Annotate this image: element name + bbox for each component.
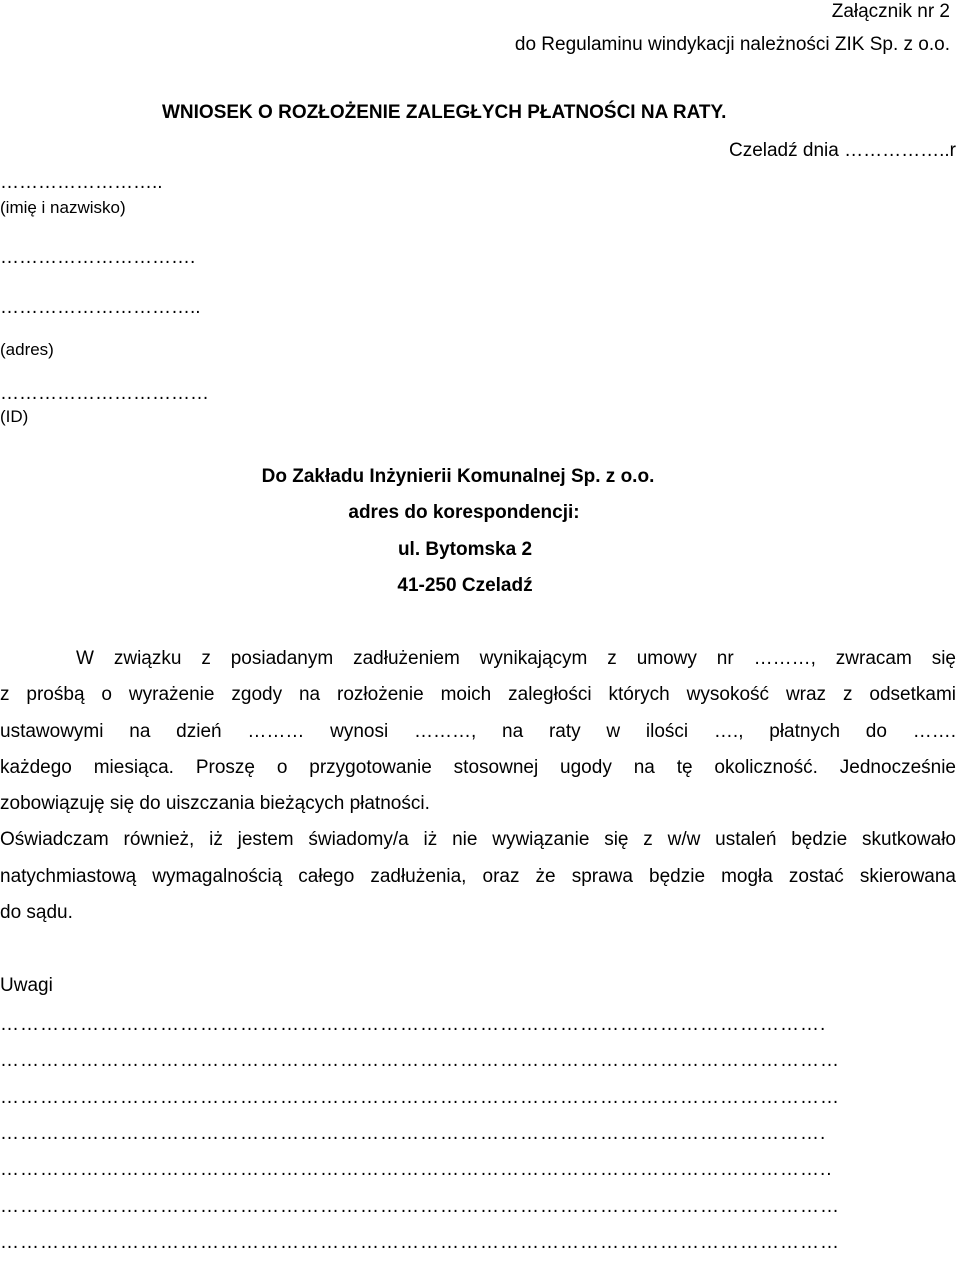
remarks-line-6: ……………………………………………………………………………………………………………… [0,1197,840,1216]
remarks-line-5: …………………………………………………………………………………………………………….. [0,1160,833,1179]
id-field-line: …………………………… [0,383,209,404]
body-line-8: do sądu. [0,902,73,923]
remarks-line-1: ……………………………………………………………………………………………………………. [0,1015,827,1034]
body-line-2: z prośbą o wyrażenie zgody na rozłożenie moich zaległości których wysokość wraz z odsetkami [0,684,956,705]
recipient-street: ul. Bytomska 2 [397,539,533,560]
address-label: (adres) [0,340,54,359]
remarks-line-2: ……………………………………………………………………………………………………………… [0,1051,840,1070]
address-field-line-1: …………………………. [0,247,196,268]
place-date: Czeladź dnia ……………..r [728,140,956,161]
recipient-correspondence-label: adres do korespondencji: [348,502,580,523]
body-line-6: Oświadczam również, iż jestem świadomy/a iż nie wywiązanie się z w/w ustaleń będzie skutkowało [0,829,956,850]
body-line-7: natychmiastową wymagalnością całego zadłużenia, oraz że sprawa będzie mogła zostać skierowana [0,866,956,887]
body-line-5: zobowiązuję się do uiszczania bieżących płatności. [0,793,430,814]
remarks-line-4: ……………………………………………………………………………………………………………. [0,1124,827,1143]
body-line-1: W związku z posiadanym zadłużeniem wynikającym z umowy nr ………, zwracam się [76,648,956,669]
recipient-city: 41-250 Czeladź [397,575,533,596]
attachment-number: Załącznik nr 2 [831,1,950,22]
address-field-line-2: ………………………….. [0,297,201,318]
name-label: (imię i nazwisko) [0,198,126,217]
remarks-line-3: ……………………………………………………………………………………………………………… [0,1088,840,1107]
remarks-label: Uwagi [0,975,53,996]
name-field-line: …………………….. [0,172,163,193]
remarks-line-7: ……………………………………………………………………………………………………………… [0,1233,840,1252]
recipient-company: Do Zakładu Inżynierii Komunalnej Sp. z o.o. [261,466,655,487]
regulation-reference: do Regulaminu windykacji należności ZIK Sp. z o.o. [514,34,950,55]
body-line-3: ustawowymi na dzień ……… wynosi ………, na raty w ilości …., płatnych do ……. [0,721,956,742]
id-label: (ID) [0,407,29,426]
body-line-4: każdego miesiąca. Proszę o przygotowanie stosownej ugody na tę okoliczność. Jednocześnie [0,757,956,778]
document-title: WNIOSEK O ROZŁOŻENIE ZALEGŁYCH PŁATNOŚCI NA RATY. [162,102,727,123]
